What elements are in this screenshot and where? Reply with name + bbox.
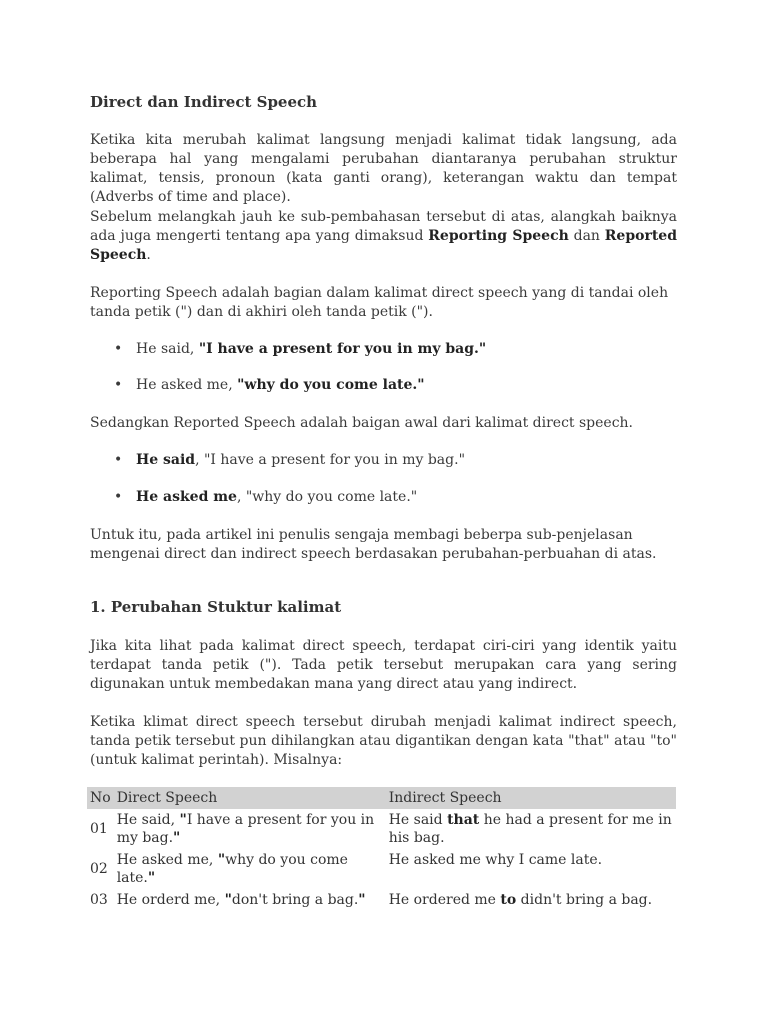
direct-speech-cell bbox=[114, 889, 386, 911]
bullet-term: He asked me bbox=[136, 489, 237, 505]
indirect-speech-cell bbox=[386, 889, 676, 911]
bullet-quote: "I have a present for you in my bag." bbox=[198, 341, 487, 357]
bullet-text: , "I have a present for you in my bag." bbox=[195, 452, 466, 468]
quote-mark: " bbox=[358, 892, 366, 908]
indirect-speech-cell bbox=[386, 809, 676, 849]
quote-marks-paragraph: Jika kita lihat pada kalimat direct speech, terdapat ciri-ciri yang identik yaitu terdapat tanda petik ("). Tada petik tersebut merupakan cara yang sering digunakan untuk membedakan mana yang direct atau yang indirect. bbox=[90, 638, 677, 692]
cell-text: why do you come late. bbox=[116, 852, 348, 886]
cell-text: don't bring a bag. bbox=[231, 892, 359, 908]
row-number: 01 bbox=[90, 821, 108, 837]
p2-text-mid: dan bbox=[568, 228, 605, 244]
bullet-text: He asked me, bbox=[136, 377, 238, 393]
bullet-text: He said, bbox=[136, 341, 199, 357]
list-item bbox=[114, 376, 425, 395]
quote-mark: " bbox=[224, 892, 232, 908]
list-item bbox=[114, 340, 486, 359]
cell-text: He asked me why I came late. bbox=[388, 852, 603, 868]
p2-text: Sebelum melangkah jauh ke sub-pembahasan tersebut di atas, alangkah baiknya ada juga mengerti tentang apa yang dimaksud bbox=[90, 209, 677, 244]
cell-text: He ordered me bbox=[388, 892, 501, 908]
p2-term-reported: Reported Speech bbox=[90, 228, 678, 263]
cell-text: He said bbox=[388, 812, 448, 828]
table-row bbox=[87, 809, 676, 849]
table-row bbox=[87, 849, 676, 889]
p2-term-reporting: Reporting Speech bbox=[428, 228, 569, 244]
bullet-icon: • bbox=[114, 377, 123, 393]
column-header-no: No bbox=[87, 787, 114, 809]
p2-text-end: . bbox=[146, 247, 151, 263]
direct-speech-cell bbox=[114, 809, 386, 849]
cell-text: I have a present for you in my bag. bbox=[116, 812, 375, 846]
bullet-icon: • bbox=[114, 489, 123, 505]
reporting-definition-paragraph: Reporting Speech adalah bagian dalam kalimat direct speech yang di tandai oleh tanda petik (") dan di akhiri oleh tanda petik ("). bbox=[90, 285, 669, 320]
connector-word: to bbox=[500, 892, 517, 908]
bullet-icon: • bbox=[114, 452, 123, 468]
list-item bbox=[114, 451, 465, 470]
bullet-term: He said bbox=[136, 452, 196, 468]
conversion-paragraph: Ketika klimat direct speech tersebut dirubah menjadi kalimat indirect speech, tanda petik tersebut pun dihilangkan atau digantikan dengan kata "that" atau "to" (untuk kalimat perintah). Misalnya: bbox=[90, 714, 677, 768]
bullet-quote: "why do you come late." bbox=[237, 377, 425, 393]
reporting-reported-paragraph bbox=[90, 208, 677, 265]
direct-speech-cell bbox=[114, 849, 386, 889]
section-heading: 1. Perubahan Stuktur kalimat bbox=[90, 598, 342, 616]
cell-text: He orderd me, bbox=[116, 892, 225, 908]
cell-text: didn't bring a bag. bbox=[516, 892, 653, 908]
table-row bbox=[87, 889, 676, 911]
connector-word: that bbox=[447, 812, 480, 828]
page-title: Direct dan Indirect Speech bbox=[90, 93, 318, 111]
cell-text: He said, bbox=[116, 812, 180, 828]
reported-definition-paragraph: Sedangkan Reported Speech adalah baigan awal dari kalimat direct speech. bbox=[90, 415, 634, 431]
cell-text: He asked me, bbox=[116, 852, 218, 868]
cell-text: he had a present for me in his bag. bbox=[388, 812, 672, 846]
bullet-text: , "why do you come late." bbox=[236, 489, 418, 505]
column-header-direct: Direct Speech bbox=[114, 787, 386, 809]
row-number: 02 bbox=[90, 861, 108, 877]
row-number: 03 bbox=[90, 892, 108, 908]
column-header-indirect: Indirect Speech bbox=[386, 787, 676, 809]
speech-comparison-table bbox=[87, 787, 676, 911]
quote-mark: " bbox=[147, 870, 156, 886]
quote-mark: " bbox=[217, 852, 226, 868]
indirect-speech-cell bbox=[386, 849, 676, 889]
quote-mark: " bbox=[179, 812, 187, 828]
table-header-row bbox=[87, 787, 676, 809]
list-item bbox=[114, 488, 417, 507]
quote-mark: " bbox=[173, 830, 181, 846]
bullet-icon: • bbox=[114, 341, 123, 357]
intro-paragraph: Ketika kita merubah kalimat langsung menjadi kalimat tidak langsung, ada beberapa hal yang mengalami perubahan diantaranya perubahan struktur kalimat, tensis, pronoun (kata ganti orang), keterangan waktu dan tempat (Adverbs of time and place). bbox=[90, 132, 677, 205]
article-scope-paragraph: Untuk itu, pada artikel ini penulis sengaja membagi beberpa sub-penjelasan mengenai direct dan indirect speech berdasakan perubahan-perbuahan di atas. bbox=[90, 527, 657, 562]
